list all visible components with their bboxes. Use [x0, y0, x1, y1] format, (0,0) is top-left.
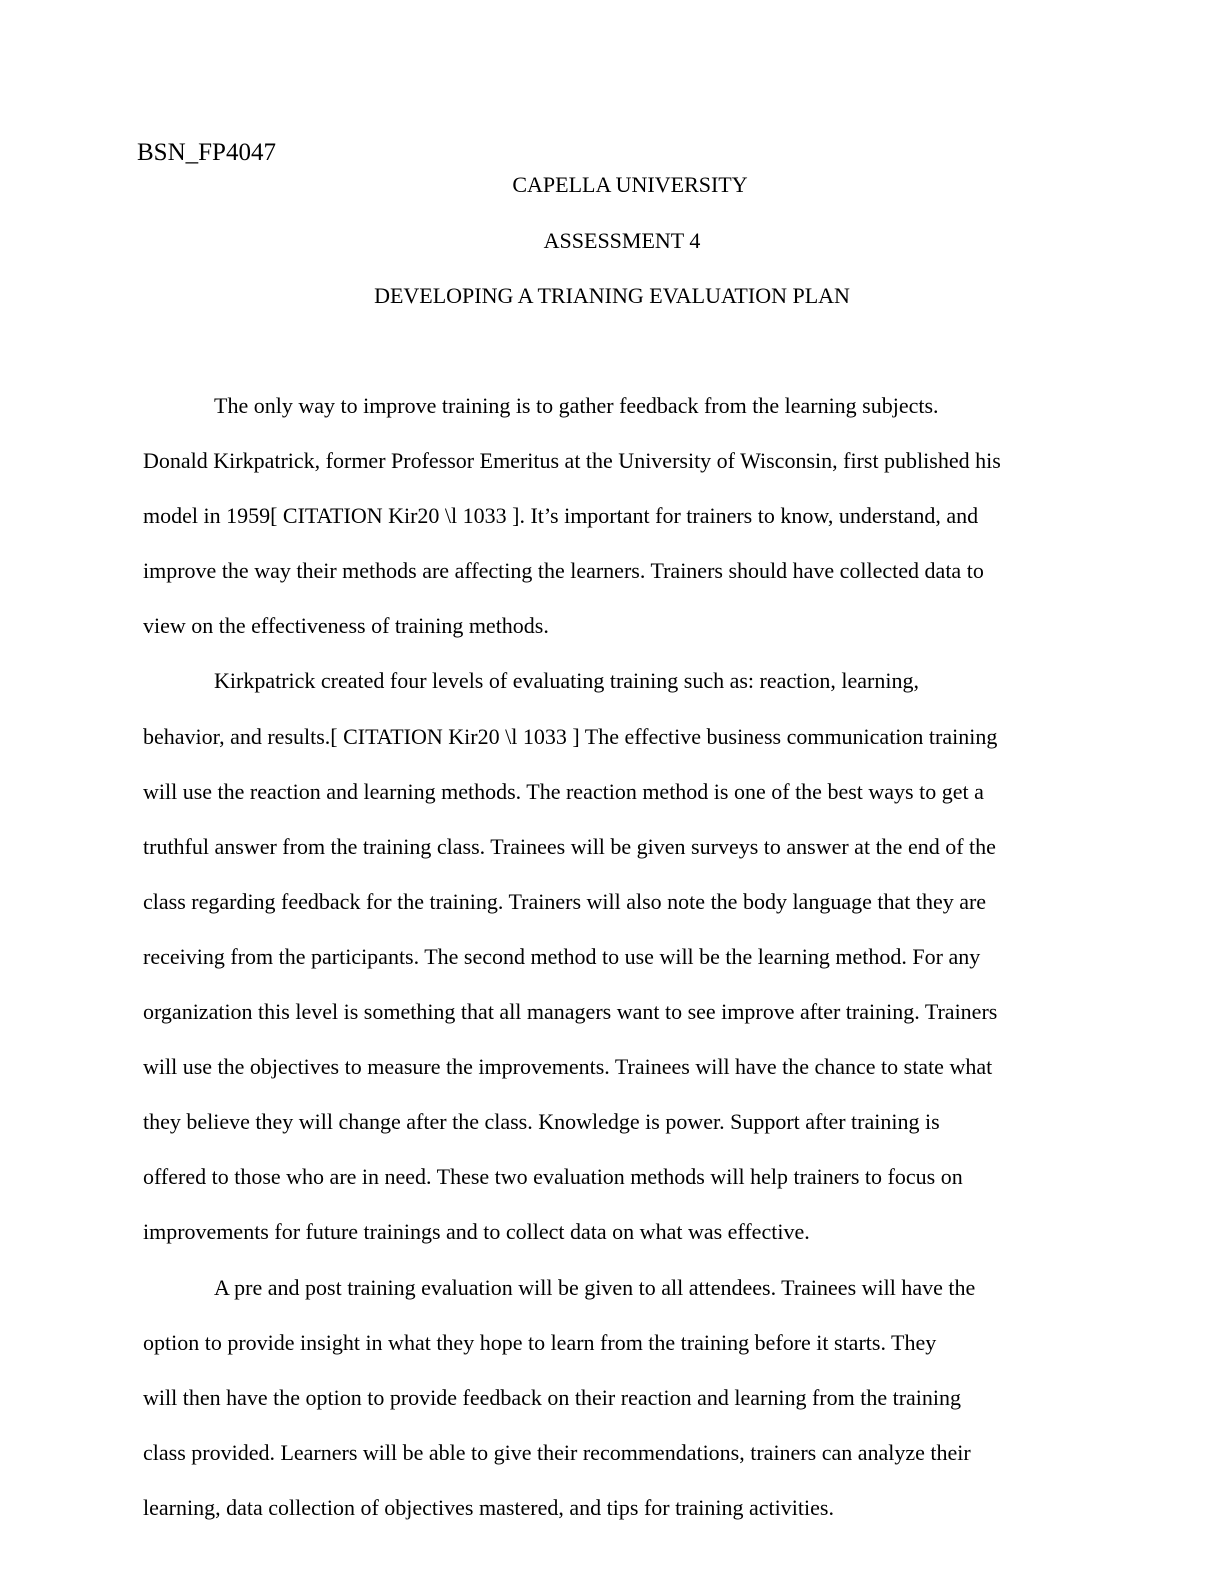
university-heading: CAPELLA UNIVERSITY	[512, 172, 748, 197]
document-body	[143, 378, 1088, 1535]
text-line: truthful answer from the training class. Trainees will be given surveys to answer at the end of the	[143, 833, 996, 859]
text-line: they believe they will change after the class. Knowledge is power. Support after training is	[143, 1109, 940, 1135]
text-line: will use the reaction and learning methods. The reaction method is one of the best ways to get a	[143, 778, 984, 804]
text-line: receiving from the participants. The second method to use will be the learning method. For any	[143, 943, 981, 969]
paragraph-1	[143, 378, 1088, 653]
text-line: improvements for future trainings and to collect data on what was effective.	[143, 1219, 810, 1245]
text-line: class provided. Learners will be able to give their recommendations, trainers can analyze their	[143, 1439, 971, 1465]
text-line: will then have the option to provide feedback on their reaction and learning from the training	[143, 1384, 962, 1410]
document-id-code: BSN_FP4047	[137, 139, 276, 166]
paragraph-3	[143, 1260, 1088, 1535]
text-line: offered to those who are in need. These two evaluation methods will help trainers to focus on	[143, 1164, 963, 1190]
text-line: Donald Kirkpatrick, former Professor Emeritus at the University of Wisconsin, first published his	[143, 448, 1001, 474]
text-line: behavior, and results.[ CITATION Kir20 \l 1033 ] The effective business communication training	[143, 723, 998, 749]
text-line: The only way to improve training is to gather feedback from the learning subjects.	[214, 393, 939, 418]
paragraph-2	[143, 653, 1088, 1259]
text-line: view on the effectiveness of training methods.	[143, 613, 549, 639]
text-line: improve the way their methods are affecting the learners. Trainers should have collected data to	[143, 558, 984, 584]
text-line: option to provide insight in what they hope to learn from the training before it starts. They	[143, 1329, 937, 1355]
assessment-heading: ASSESSMENT 4	[543, 228, 701, 253]
text-line: will use the objectives to measure the improvements. Trainees will have the chance to state what	[143, 1054, 993, 1080]
text-line: A pre and post training evaluation will be given to all attendees. Trainees will have the	[214, 1274, 976, 1300]
text-line: class regarding feedback for the training. Trainers will also note the body language that they are	[143, 888, 987, 914]
text-line: learning, data collection of objectives mastered, and tips for training activities.	[143, 1494, 834, 1520]
text-line: model in 1959[ CITATION Kir20 \l 1033 ]. It’s important for trainers to know, understand, and	[143, 503, 979, 529]
text-line: organization this level is something that all managers want to see improve after training. Trainers	[143, 999, 998, 1025]
text-line: Kirkpatrick created four levels of evaluating training such as: reaction, learning,	[214, 668, 919, 694]
document-title: DEVELOPING A TRIANING EVALUATION PLAN	[374, 283, 850, 308]
